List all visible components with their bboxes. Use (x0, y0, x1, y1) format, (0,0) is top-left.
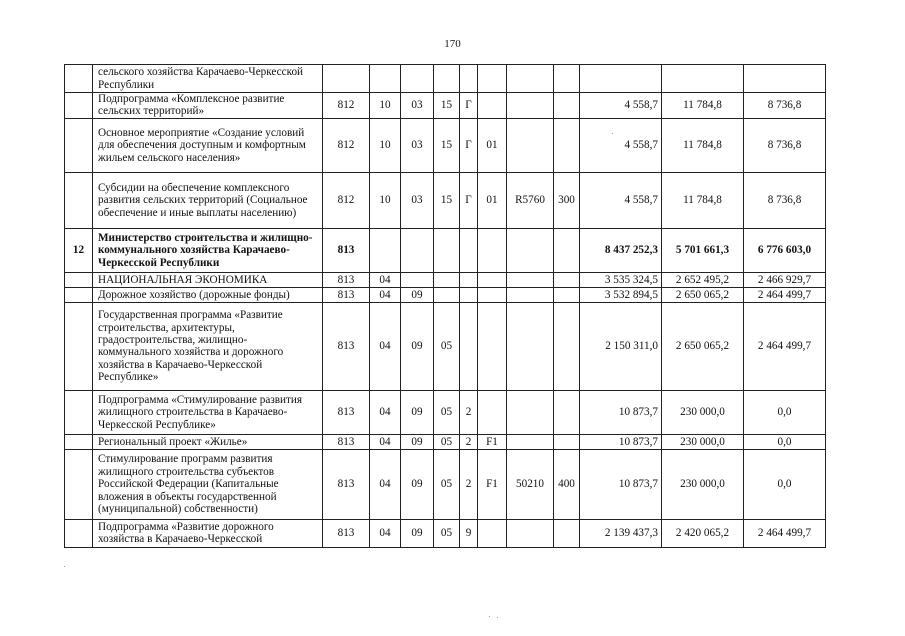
row-number (65, 302, 93, 390)
expense-type-code (554, 390, 580, 434)
row-name: Основное мероприятие «Создание условий для обеспечения доступным и комфортным жильем сельского населения» (93, 118, 323, 172)
expense-type-code: 400 (554, 449, 580, 519)
sum-year-3: 6 776 603,0 (744, 228, 826, 272)
subsection-code: 03 (401, 118, 434, 172)
sum-year-3: 2 464 499,7 (744, 302, 826, 390)
sum-year-2: 11 784,8 (662, 93, 744, 119)
table-row (65, 302, 826, 390)
table-row (65, 390, 826, 434)
sum-year-2: 2 650 065,2 (662, 302, 744, 390)
admin-code: 813 (323, 434, 370, 449)
table-row (65, 449, 826, 519)
expense-type-code: 300 (554, 172, 580, 228)
direction-code (478, 302, 507, 390)
expense-item-code (507, 434, 554, 449)
sum-year-1 (580, 65, 662, 93)
program-code: 05 (434, 434, 460, 449)
sum-year-2: 11 784,8 (662, 118, 744, 172)
subprogram-code: 2 (460, 434, 478, 449)
subsection-code: 09 (401, 519, 434, 547)
row-number (65, 172, 93, 228)
sum-year-3: 2 464 499,7 (744, 519, 826, 547)
page-number: 170 (444, 38, 461, 50)
row-number: 12 (65, 228, 93, 272)
subsection-code: 09 (401, 434, 434, 449)
subprogram-code: Г (460, 172, 478, 228)
sum-year-1: 10 873,7 (580, 434, 662, 449)
admin-code: 813 (323, 228, 370, 272)
table-row (65, 65, 826, 93)
row-number (65, 93, 93, 119)
table-row (65, 287, 826, 302)
direction-code: 01 (478, 118, 507, 172)
expense-item-code (507, 302, 554, 390)
expense-type-code (554, 287, 580, 302)
expense-type-code (554, 228, 580, 272)
direction-code (478, 228, 507, 272)
table-row (65, 519, 826, 547)
row-number (65, 519, 93, 547)
admin-code: 813 (323, 519, 370, 547)
row-number (65, 65, 93, 93)
section-code: 04 (370, 519, 401, 547)
expense-type-code (554, 272, 580, 287)
row-number (65, 118, 93, 172)
row-name: Подпрограмма «Развитие дорожного хозяйства в Карачаево-Черкесской (93, 519, 323, 547)
sum-year-3: 8 736,8 (744, 118, 826, 172)
section-code: 04 (370, 272, 401, 287)
section-code: 10 (370, 118, 401, 172)
expense-item-code (507, 390, 554, 434)
admin-code: 813 (323, 287, 370, 302)
table-row (65, 272, 826, 287)
expense-item-code (507, 93, 554, 119)
sum-year-3: 8 736,8 (744, 93, 826, 119)
direction-code: F1 (478, 434, 507, 449)
section-code (370, 228, 401, 272)
section-code: 04 (370, 390, 401, 434)
sum-year-3: 2 466 929,7 (744, 272, 826, 287)
row-name: НАЦИОНАЛЬНАЯ ЭКОНОМИКА (93, 272, 323, 287)
direction-code (478, 93, 507, 119)
expense-type-code (554, 93, 580, 119)
program-code (434, 65, 460, 93)
expense-item-code: 50210 (507, 449, 554, 519)
row-name: сельского хозяйства Карачаево-Черкесской Республики (93, 65, 323, 93)
section-code: 10 (370, 172, 401, 228)
sum-year-1: 10 873,7 (580, 449, 662, 519)
row-number (65, 434, 93, 449)
row-number (65, 390, 93, 434)
subprogram-code (460, 228, 478, 272)
sum-year-1: 4 558,7 (580, 172, 662, 228)
expense-item-code (507, 228, 554, 272)
admin-code: 813 (323, 449, 370, 519)
subprogram-code: 2 (460, 449, 478, 519)
subsection-code: 09 (401, 449, 434, 519)
subprogram-code: 2 (460, 390, 478, 434)
subprogram-code (460, 302, 478, 390)
sum-year-2 (662, 65, 744, 93)
direction-code (478, 65, 507, 93)
sum-year-1: 4 558,7 (580, 93, 662, 119)
table-row (65, 228, 826, 272)
admin-code: 812 (323, 118, 370, 172)
subsection-code: 03 (401, 93, 434, 119)
budget-table (64, 64, 826, 548)
expense-item-code (507, 287, 554, 302)
row-name: Региональный проект «Жилье» (93, 434, 323, 449)
sum-year-2: 5 701 661,3 (662, 228, 744, 272)
program-code: 05 (434, 519, 460, 547)
subprogram-code (460, 287, 478, 302)
sum-year-2: 11 784,8 (662, 172, 744, 228)
expense-item-code (507, 272, 554, 287)
subprogram-code: Г (460, 93, 478, 119)
subsection-code: 09 (401, 390, 434, 434)
row-number (65, 287, 93, 302)
sum-year-3: 8 736,8 (744, 172, 826, 228)
subsection-code: 09 (401, 287, 434, 302)
program-code (434, 228, 460, 272)
subprogram-code: Г (460, 118, 478, 172)
program-code: 15 (434, 118, 460, 172)
admin-code: 812 (323, 172, 370, 228)
sum-year-3: 0,0 (744, 434, 826, 449)
direction-code (478, 287, 507, 302)
program-code: 05 (434, 302, 460, 390)
row-number (65, 449, 93, 519)
program-code: 05 (434, 390, 460, 434)
sum-year-3: 0,0 (744, 449, 826, 519)
row-name: Подпрограмма «Комплексное развитие сельских территорий» (93, 93, 323, 119)
row-name: Подпрограмма «Стимулирование развития жилищного строительства в Карачаево-Черкесской Республике» (93, 390, 323, 434)
expense-item-code: R5760 (507, 172, 554, 228)
program-code (434, 272, 460, 287)
subsection-code: 09 (401, 302, 434, 390)
subsection-code (401, 228, 434, 272)
program-code: 05 (434, 449, 460, 519)
row-name: Дорожное хозяйство (дорожные фонды) (93, 287, 323, 302)
expense-type-code (554, 302, 580, 390)
row-name: Субсидии на обеспечение комплексного развития сельских территорий (Социальное обеспечение и иные выплаты населению) (93, 172, 323, 228)
direction-code: 01 (478, 172, 507, 228)
sum-year-2: 2 650 065,2 (662, 287, 744, 302)
sum-year-1: 3 535 324,5 (580, 272, 662, 287)
direction-code (478, 519, 507, 547)
section-code: 04 (370, 302, 401, 390)
subsection-code: 03 (401, 172, 434, 228)
expense-type-code (554, 519, 580, 547)
admin-code (323, 65, 370, 93)
sum-year-1: 2 150 311,0 (580, 302, 662, 390)
expense-item-code (507, 519, 554, 547)
sum-year-3: 2 464 499,7 (744, 287, 826, 302)
expense-item-code (507, 118, 554, 172)
section-code: 10 (370, 93, 401, 119)
table-row (65, 118, 826, 172)
sum-year-2: 230 000,0 (662, 449, 744, 519)
subprogram-code (460, 272, 478, 287)
sum-year-1: 10 873,7 (580, 390, 662, 434)
section-code: 04 (370, 287, 401, 302)
sum-year-1: 8 437 252,3 (580, 228, 662, 272)
subsection-code (401, 272, 434, 287)
sum-year-3 (744, 65, 826, 93)
subsection-code (401, 65, 434, 93)
expense-type-code (554, 65, 580, 93)
sum-year-2: 2 420 065,2 (662, 519, 744, 547)
admin-code: 813 (323, 302, 370, 390)
row-number (65, 272, 93, 287)
row-name: Министерство строительства и жилищно-коммунального хозяйства Карачаево-Черкесской Республики (93, 228, 323, 272)
subprogram-code: 9 (460, 519, 478, 547)
table-row (65, 93, 826, 119)
admin-code: 813 (323, 390, 370, 434)
sum-year-3: 0,0 (744, 390, 826, 434)
expense-type-code (554, 434, 580, 449)
program-code: 15 (434, 93, 460, 119)
row-name: Стимулирование программ развития жилищного строительства субъектов Российской Федерации (Капитальные вложения в объекты государственной (муниципальной) собственности) (93, 449, 323, 519)
section-code (370, 65, 401, 93)
admin-code: 812 (323, 93, 370, 119)
subprogram-code (460, 65, 478, 93)
section-code: 04 (370, 434, 401, 449)
sum-year-2: 230 000,0 (662, 434, 744, 449)
sum-year-1: 4 558,7 (580, 118, 662, 172)
program-code: 15 (434, 172, 460, 228)
sum-year-2: 230 000,0 (662, 390, 744, 434)
admin-code: 813 (323, 272, 370, 287)
sum-year-1: 2 139 437,3 (580, 519, 662, 547)
table-row (65, 172, 826, 228)
sum-year-2: 2 652 495,2 (662, 272, 744, 287)
row-name: Государственная программа «Развитие строительства, архитектуры, градостроительства, жилищно-коммунального хозяйства и дорожного хозяйства в Карачаево-Черкесской Республике» (93, 302, 323, 390)
section-code: 04 (370, 449, 401, 519)
table-row (65, 434, 826, 449)
sum-year-1: 3 532 894,5 (580, 287, 662, 302)
expense-type-code (554, 118, 580, 172)
direction-code (478, 272, 507, 287)
expense-item-code (507, 65, 554, 93)
direction-code (478, 390, 507, 434)
program-code (434, 287, 460, 302)
direction-code: F1 (478, 449, 507, 519)
